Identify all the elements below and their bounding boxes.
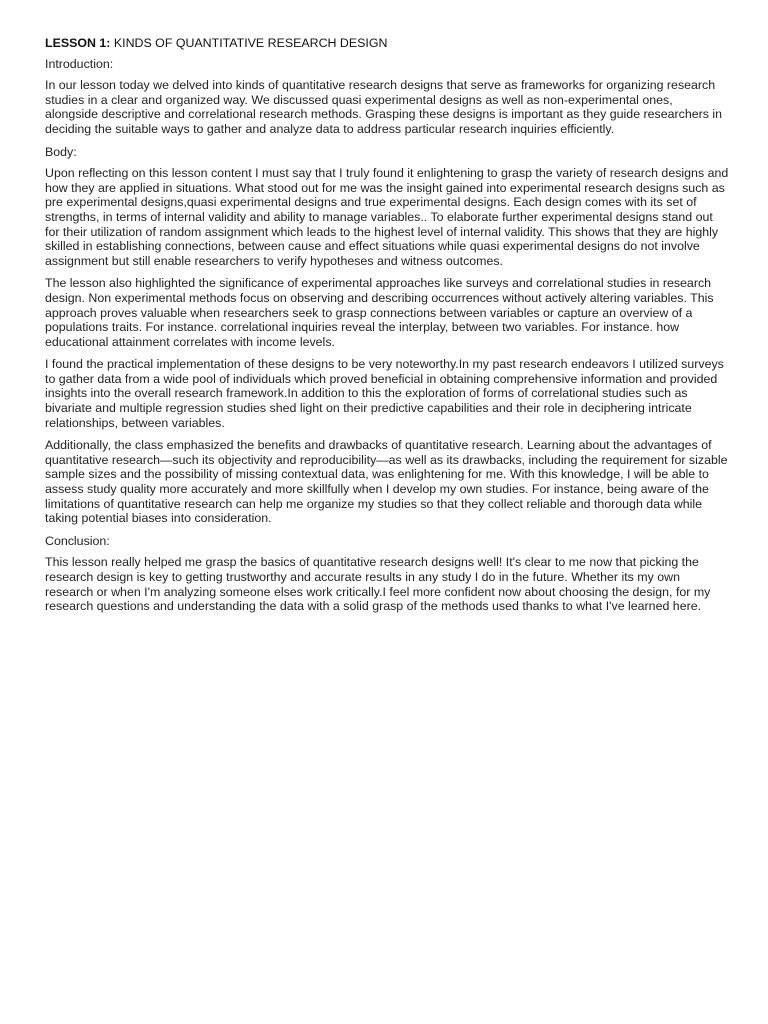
body-paragraph-3: I found the practical implementation of these designs to be very noteworthy.In my past research endeavors I utilized surveys to gather data from a wide pool of individuals which proved beneficial in obtaining comprehensive information and provided insights into the overall research framework.In addition to this the exploration of forms of correlational studies such as bivariate and multiple regression studies shed light on their predictive capabilities and their role in deciphering intricate relationships, between variables. [45,357,724,430]
document-title [45,36,729,51]
body-heading: Body: [45,144,77,159]
lesson-title: KINDS OF QUANTITATIVE RESEARCH DESIGN [113,36,388,50]
lesson-label: LESSON 1: [45,36,111,50]
introduction-heading: Introduction: [45,56,114,71]
introduction-paragraph: In our lesson today we delved into kinds of quantitative research designs that serve as frameworks for organizing research studies in a clear and organized way. We discussed quasi experimental designs as well as non-experimental ones, alongside descriptive and correlational research methods. Grasping these designs is important as they guide researchers in deciding the suitable ways to gather and analyze data to address particular research inquiries efficiently. [45,78,723,136]
body-paragraph-4: Additionally, the class emphasized the benefits and drawbacks of quantitative research. Learning about the advantages of quantitative research—such its objectivity and reproducibility—as well as its drawbacks, including the requirement for sizable sample sizes and the possibility of missing contextual data, was enlightening for me. With this knowledge, I will be able to assess study quality more accurately and more skillfully when I develop my own studies. For instance, being aware of the limitations of quantitative research can help me organize my studies so that they collect reliable and thorough data while taking potential biases into consideration. [45,438,728,526]
body-paragraph-1: Upon reflecting on this lesson content I must say that I truly found it enlightening to grasp the variety of research designs and how they are applied in situations. What stood out for me was the insight gained into experimental research designs such as pre experimental designs,quasi experimental designs and true experimental designs. Each design comes with its set of strengths, in terms of internal validity and ability to manage variables.. To elaborate further experimental designs stand out for their utilization of random assignment which leads to the highest level of internal validity. This shows that they are highly skilled in establishing connections, between cause and effect situations while quasi experimental designs do not involve assignment but still enable researchers to verify hypotheses and witness outcomes. [45,166,729,268]
body-paragraph-2: The lesson also highlighted the significance of experimental approaches like surveys and correlational studies in research design. Non experimental methods focus on observing and describing occurrences without actively altering variables. This approach proves valuable when researchers seek to grasp connections between variables or capture an overview of a populations traits. For instance. correlational inquiries reveal the interplay, between two variables. For instance. how educational attainment correlates with income levels. [45,276,714,349]
document-page [45,36,729,622]
conclusion-heading: Conclusion: [45,533,110,548]
conclusion-paragraph: This lesson really helped me grasp the basics of quantitative research designs well! It's clear to me now that picking the research design is key to getting trustworthy and accurate results in any study I do in the future. Whether its my own research or when I'm analyzing someone elses work critically.I feel more confident now about choosing the design, for my research questions and understanding the data with a solid grasp of the methods used thanks to what I've learned here. [45,555,711,614]
